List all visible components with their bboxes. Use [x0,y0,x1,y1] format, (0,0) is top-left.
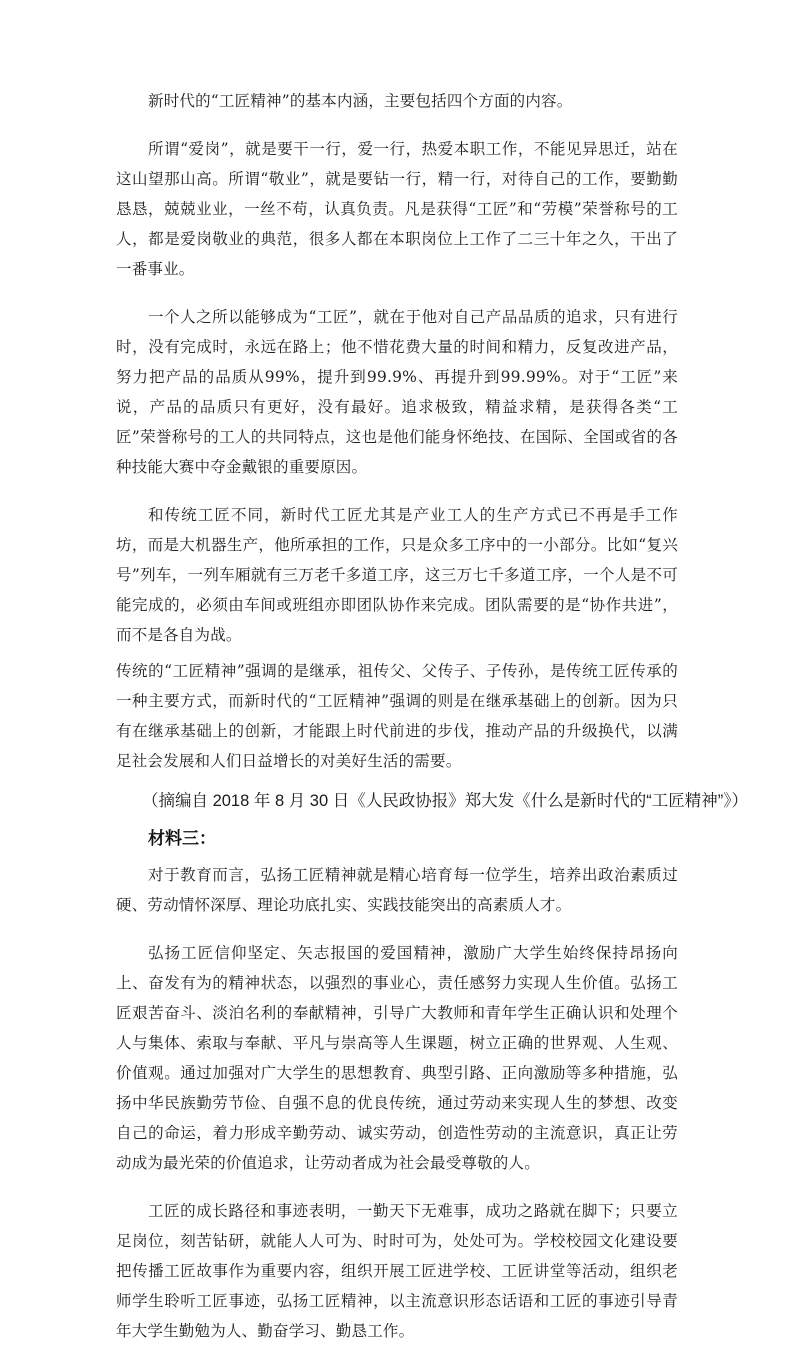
paragraph-quality-pursuit: 一个人之所以能够成为“工匠”，就在于他对自己产品品质的追求，只有进行时，没有完成时，永远在路上；他不惜花费大量的时间和精力，反复改进产品，努力把产品的品质从99%，提升到99.9%、再提升到99.99%。对于“工匠”来说，产品的品质只有更好，没有最好。追求极致，精益求精，是获得各类“工匠”荣誉称号的工人的共同特点，这也是他们能身怀绝技、在国际、全国或省的各种技能大赛中夺金戴银的重要原因。 [116,308,678,476]
material-three-heading: 材料三： [148,829,216,849]
paragraph-aigang-jingye: 所谓“爱岗”，就是要干一行，爱一行，热爱本职工作，不能见异思迁，站在这山望那山高。所谓“敬业”，就是要钻一行，精一行，对待自己的工作，要勤勤恳恳，兢兢业业，一丝不苟，认真负责。凡是获得“工匠”和“劳模”荣誉称号的工人，都是爱岗敬业的典范，很多人都在本职岗位上工作了二三十年之久，干出了一番事业。 [116,140,678,278]
paragraph-education: 对于教育而言，弘扬工匠精神就是精心培育每一位学生，培养出政治素质过硬、劳动情怀深厚、理论功底扎实、实践技能突出的高素质人才。 [116,866,678,914]
document-body [116,86,748,1346]
paragraph-teamwork: 和传统工匠不同，新时代工匠尤其是产业工人的生产方式已不再是手工作坊，而是大机器生产，他所承担的工作，只是众多工序中的一小部分。比如“复兴号”列车，一列车厢就有三万老千多道工序，这三万七千多道工序，一个人是不可能完成的，必须由车间或班组亦即团队协作来完成。团队需要的是“协作共进”，而不是各自为战。 [116,506,678,644]
paragraph-innovation: 传统的“工匠精神”强调的是继承，祖传父、父传子、子传孙，是传统工匠传承的一种主要方式，而新时代的“工匠精神”强调的则是在继承基础上的创新。因为只有在继承基础上的创新，才能跟上时代前进的步伐，推动产品的升级换代，以满足社会发展和人们日益增长的对美好生活的需要。 [116,662,678,770]
paragraph-spirit: 弘扬工匠信仰坚定、矢志报国的爱国精神，激励广大学生始终保持昂扬向上、奋发有为的精神状态，以强烈的事业心，责任感努力实现人生价值。弘扬工匠艰苦奋斗、淡泊名利的奉献精神，引导广大教师和青年学生正确认识和处理个人与集体、索取与奉献、平凡与崇高等人生课题，树立正确的世界观、人生观、价值观。通过加强对广大学生的思想教育、典型引路、正向激励等多种措施，弘扬中华民族勤劳节俭、自强不息的优良传统，通过劳动来实现人生的梦想、改变自己的命运，着力形成辛勤劳动、诚实劳动，创造性劳动的主流意识，真正让劳动成为最光荣的价值追求，让劳动者成为社会最受尊敬的人。 [116,944,678,1172]
paragraph-intro: 新时代的“工匠精神”的基本内涵，主要包括四个方面的内容。 [148,92,573,110]
source-caption: （摘编自 2018 年 8 月 30 日《人民政协报》郑大发《什么是新时代的“工匠精神”》） [142,792,748,810]
paragraph-campus-culture: 工匠的成长路径和事迹表明，一勤天下无难事，成功之路就在脚下；只要立足岗位，刻苦钻研，就能人人可为、时时可为，处处可为。学校校园文化建设要把传播工匠故事作为重要内容，组织开展工匠进学校、工匠讲堂等活动，组织老师学生聆听工匠事迹，弘扬工匠精神，以主流意识形态话语和工匠的事迹引导青年大学生勤勉为人、勤奋学习、勤恳工作。 [116,1202,678,1340]
